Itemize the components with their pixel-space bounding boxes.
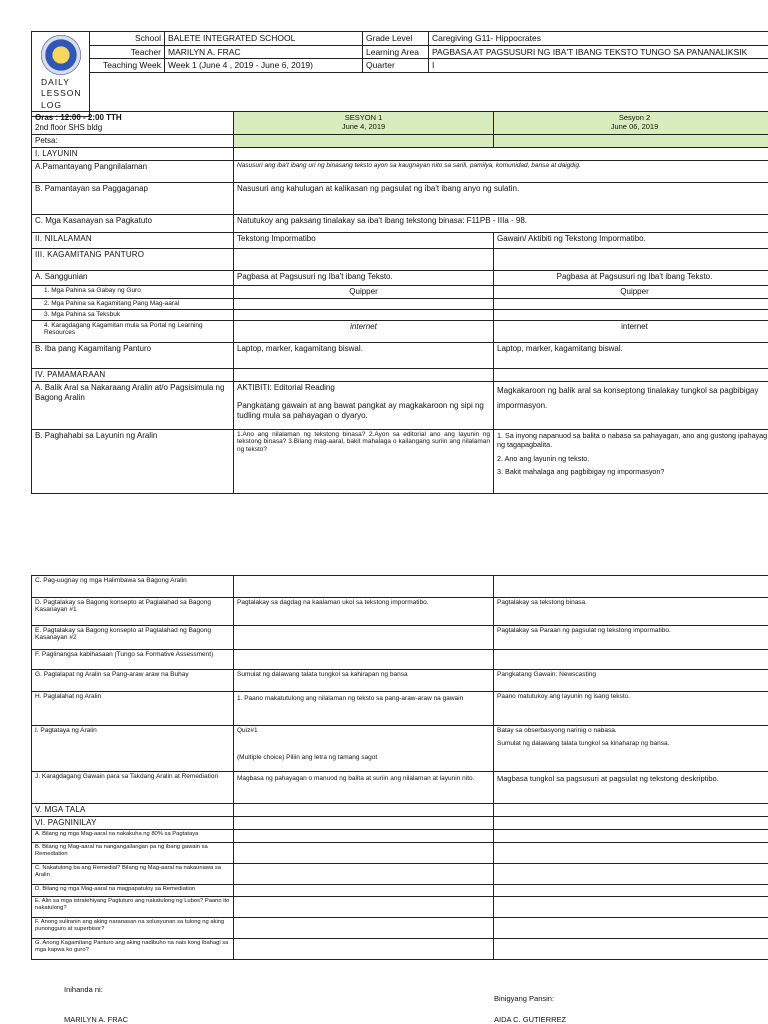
- paggaganap-text: Nasusuri ang kahulugan at kalikasan ng pagsulat ng iba't ibang anyo ng sulatin.: [234, 183, 768, 215]
- paguugnay-label: C. Pag-uugnay ng mga Halimbawa sa Bagong Aralin: [32, 576, 234, 598]
- paghahabi-s2: [494, 430, 768, 494]
- reflection-f: F. Anong suliranin ang aking naranasan na solusyunan sa tulong ng aking punongguro at superbisor?: [32, 918, 234, 939]
- iba-label: B. Iba pang Kagamitang Panturo: [32, 343, 234, 369]
- reflection-b: B. Bilang ng Mag-aaral na nangangailangan pa ng ibang gawain sa Remediation: [32, 843, 234, 864]
- pamamaraan-heading: IV. PAMAMARAAN: [32, 369, 234, 382]
- kagamitan-heading: III. KAGAMITANG PANTURO: [32, 249, 234, 271]
- paghahabi-s2-q3: 3. Bakit mahalaga ang pagbibigay ng impormasyon?: [497, 467, 665, 477]
- reflection-a: A. Bilang ng mga Mag-aaral na nakakuha ng 80% sa Pagtataya: [32, 830, 234, 843]
- session1-title: SESYON 1: [344, 113, 383, 122]
- dll-title-line1: DAILY: [41, 77, 70, 87]
- paglalapat-s1: Sumulat ng dalawang talata tungkol sa kahirapan ng bansa: [234, 670, 494, 692]
- pagtataya-s1-instr: (Multiple choice) Piliin ang letra ng tamang sagot: [237, 754, 378, 762]
- dll-procedure-table: [31, 575, 768, 960]
- school-logo-cell: [32, 32, 90, 117]
- session2-title: Sesyon 2: [618, 113, 651, 122]
- iba-s1: Laptop, marker, kagamitang biswal.: [234, 343, 494, 369]
- pagtalakay1-s2: Pagtalakay sa tekstong binasa.: [494, 598, 768, 626]
- paglinang-label: F. Paglinangsa kabihasaan (Tungo sa Formative Assessment): [32, 650, 234, 670]
- preparer-name: MARILYN A. FRAC: [64, 1015, 129, 1024]
- takdang-aralin-s2: Magbasa tungkol sa pagsusuri at pagsulat ng tekstong deskriptibo.: [494, 772, 768, 804]
- schedule-cell: [32, 112, 234, 135]
- sanggunian-s1: Pagbasa at Pagsusuri ng Iba't ibang Teksto.: [234, 271, 494, 286]
- pagtataya-s2-a: Batay sa obserbasyong narinig o nabasa.: [497, 727, 617, 734]
- paghahabi-label: B. Paghahabi sa Layunin ng Aralin: [32, 430, 234, 494]
- session2-header: [494, 112, 768, 135]
- paggaganap-label: B. Pamantayan sa Paggaganap: [32, 183, 234, 215]
- school-seal-logo: [41, 35, 81, 75]
- dll-main-table: [31, 111, 768, 494]
- karagdagan-label: 4. Karagdagang Kagamitan mula sa Portal ng Learning Resources: [32, 321, 234, 343]
- paglalahat-s1: 1. Paano makatutulong ang nilalaman ng teksto sa pang-araw-araw na gawain: [234, 692, 494, 726]
- sanggunian-label: A. Sanggunian: [32, 271, 234, 286]
- area-value: PAGBASA AT PAGSUSURI NG IBA'T IBANG TEKSTO TUNGO SA PANANALIKSIK: [429, 45, 768, 59]
- karagdagan-s1: internet: [234, 321, 494, 343]
- paglalapat-s2: Pangkatang Gawain: Newscasting: [494, 670, 768, 692]
- pamantayan-text: Nasusuri ang iba't ibang uri ng binasang teksto ayon sa kaugnayan nito sa sarili, pamilya, komunidad, bansa at daigdig.: [234, 161, 768, 183]
- kagamitan-magaaral-label: 2. Mga Pahina sa Kagamitang Pang Mag-aaral: [32, 299, 234, 310]
- kasanayan-label: C. Mga Kasanayan sa Pagkatuto: [32, 215, 234, 233]
- session1-date: June 4, 2019: [341, 122, 386, 132]
- takdang-aralin-label: J. Karagdagang Gawain para sa Takdang Aralin at Remediation: [32, 772, 234, 804]
- session1-header: [234, 112, 494, 135]
- dll-header-table: [31, 31, 768, 117]
- paglalahat-s2: Paano matutukoy ang layunin ng isang teksto.: [494, 692, 768, 726]
- reflection-e: E. Alin sa mga istratehiyang Pagtuturo ang nakatulong ng Lubos? Paano ito nakatulong?: [32, 897, 234, 918]
- balik-aral-s1: [234, 382, 494, 430]
- paglalahat-label: H. Paglalahat ng Aralin: [32, 692, 234, 726]
- takdang-aralin-s1: Magbasa ng pahayagan o manuod ng balita at suriin ang nilalaman at layunin nito.: [234, 772, 494, 804]
- balik-aral-label: A. Balik Aral sa Nakaraang Aralin at/o Pagsisimula ng Bagong Aralin: [32, 382, 234, 430]
- schedule-room: 2nd floor SHS bldg: [35, 123, 103, 132]
- pagninilay-heading: VI. PAGNINILAY: [32, 817, 234, 830]
- gabay-s1: Quipper: [234, 286, 494, 299]
- schedule-time: Oras : 12:00 - 2:00 TTH: [35, 113, 122, 122]
- pagtataya-s2-b: Sumulat ng dalawang talata tungkol sa kinaharap ng bansa.: [497, 740, 670, 748]
- balik-aral-s2: Magkakaroon ng balik aral sa konseptong tinalakay tungkol sa pagbibigay impormasyon.: [494, 382, 768, 430]
- gabay-s2: Quipper: [494, 286, 768, 299]
- nilalaman-heading: II. NILALAMAN: [32, 233, 234, 249]
- dll-title: [41, 77, 86, 111]
- dll-title-line3: LOG: [41, 99, 62, 110]
- quarter-label: Quarter: [363, 59, 429, 73]
- week-value: Week 1 (June 4 , 2019 - June 6, 2019): [165, 59, 363, 73]
- karagdagan-s2: internet: [494, 321, 768, 343]
- pagtataya-label: I. Pagtataya ng Aralin: [32, 726, 234, 772]
- quarter-value: I: [429, 59, 768, 73]
- iba-s2: Laptop, marker, kagamitang biswal.: [494, 343, 768, 369]
- reflection-d: D. Bilang ng mga Mag-aaral na magpapatuloy sa Remediation: [32, 885, 234, 897]
- pagtataya-s2: [494, 726, 768, 772]
- reflection-g: G. Anong Kagamitang Panturo ang aking nadibuho na nais kong ibahagi sa mga kapwa ko guro?: [32, 939, 234, 960]
- teacher-value: MARILYN A. FRAC: [165, 45, 363, 59]
- teacher-label: Teacher: [90, 45, 165, 59]
- school-value: BALETE INTEGRATED SCHOOL: [165, 32, 363, 46]
- nilalaman-s1: Tekstong Impormatibo: [234, 233, 494, 249]
- pagtalakay2-s2: Pagtalakay sa Paraan ng pagsulat ng tekstong impormatibo.: [494, 626, 768, 650]
- paghahabi-s2-q1: 1. Sa inyong napanuod sa balita o nabasa sa pahayagan, ano ang gustong ipahayag ng tagapagbalita.: [497, 431, 768, 450]
- petsa-label: Petsa:: [32, 135, 234, 148]
- teksbuk-label: 3. Mga Pahina sa Teksbuk: [32, 310, 234, 321]
- balik-aral-s1-activity: AKTIBITI: Editorial Reading: [237, 383, 335, 392]
- pagtalakay2-label: E. Pagtalakay sa Bagong konsepto at Paglalahad ng Bagong Kasanayan #2: [32, 626, 234, 650]
- sanggunian-s2: Pagbasa at Pagsusuri ng Iba't ibang Teksto.: [494, 271, 768, 286]
- pagtalakay1-s1: Pagtalakay sa dagdag na kaalaman ukol sa tekstong impormatibo.: [234, 598, 494, 626]
- pagtalakay1-label: D. Pagtalakay sa Bagong konsepto at Paglalahad sa Bagong Kasanayan #1: [32, 598, 234, 626]
- dll-title-line2: LESSON: [41, 88, 82, 99]
- pamantayan-label: A.Pamantayang Pangnilalaman: [32, 161, 234, 183]
- nilalaman-s2: Gawain/ Aktibiti ng Tekstong Impormatibo.: [494, 233, 768, 249]
- prepared-by-label: Inihanda ni:: [64, 985, 103, 994]
- paghahabi-s2-q2: 2. Ano ang layunin ng teksto.: [497, 453, 590, 463]
- noted-by-label: Binigyang Pansin:: [494, 994, 555, 1003]
- grade-label: Grade Level: [363, 32, 429, 46]
- session2-date: June 06, 2019: [610, 122, 659, 132]
- school-label: School: [90, 32, 165, 46]
- reflection-c: C. Nakatulong ba ang Remedial? Bilang ng Mag-aaral na nakaunawa sa Aralin: [32, 864, 234, 885]
- balik-aral-s1-desc: Pangkatang gawain at ang bawat pangkat ay magkakaroon ng sipi ng tudling mula sa pahayagan o dyaryo.: [237, 401, 484, 420]
- pagtataya-s1: [234, 726, 494, 772]
- layunin-heading: I. LAYUNIN: [32, 148, 234, 161]
- pagtataya-s1-quiz: Quiz#1: [237, 727, 258, 734]
- area-label: Learning Area: [363, 45, 429, 59]
- gabay-label: 1. Mga Pahina sa Gabay ng Guro: [32, 286, 234, 299]
- grade-value: Caregiving G11- Hippocrates: [429, 32, 768, 46]
- mga-tala-heading: V. MGA TALA: [32, 804, 234, 817]
- week-label: Teaching Week: [90, 59, 165, 73]
- paghahabi-s1: 1.Ano ang nilalaman ng tekstong binasa? 2.Ayon sa editorial ano ang layunin ng tekstong binasa? 3.Bilang mag-aaral, bakit mahalaga o kailangang suriin ang nilalaman ng teksto?: [234, 430, 494, 494]
- kasanayan-text: Natutukoy ang paksang tinalakay sa iba't ibang tekstong binasa: F11PB - IIIa - 98.: [234, 215, 768, 233]
- paglalapat-label: G. Paglalapat ng Aralin sa Pang-araw araw na Buhay: [32, 670, 234, 692]
- reviewer-name: AIDA C. GUTIERREZ: [494, 1015, 567, 1024]
